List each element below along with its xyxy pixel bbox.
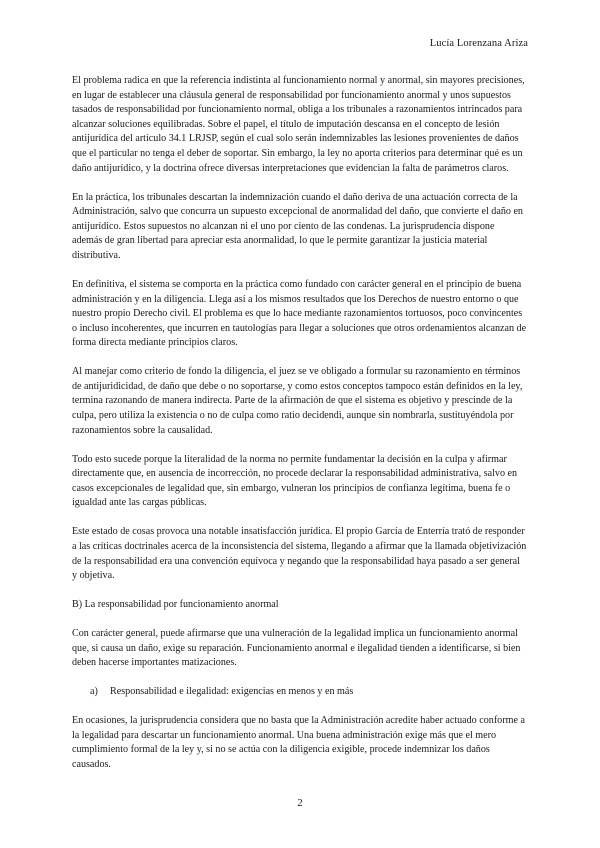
body-text <box>72 74 527 787</box>
paragraph: En ocasiones, la jurisprudencia considera que no basta que la Administración acredite haber actuado conforme a la legalidad para descartar un funcionamiento anormal. Una buena administración exige más que el mero cumplimiento formal de la ley y, si no se actúa con la diligencia exigible, procede indemnizar los daños causados. <box>72 715 525 771</box>
paragraph: En definitiva, el sistema se comporta en la práctica como fundado con carácter general en el principio de buena administración y en la diligencia. Llega así a los mismos resultados que los Derechos de nuestro entorno o que nuestro propio Derecho civil. El problema es que lo hace mediante razonamientos tortuosos, poco convincentes o incluso incoherentes, que incurren en tautologías para llegar a soluciones que otros ordenamientos alcanzan de forma directa mediante principios claros. <box>72 278 527 349</box>
paragraph: Todo esto sucede porque la literalidad de la norma no permite fundamentar la decisión en la culpa y afirmar directamente que, en ausencia de incorrección, no procede declarar la responsabilidad administrativa, salvo en casos excepcionales de legalidad que, sin embargo, vulneran los principios de confianza legítima, buena fe o igualdad ante las cargas públicas. <box>72 453 518 509</box>
subheading-text: Responsabilidad e ilegalidad: exigencias en menos y en más <box>110 686 354 698</box>
paragraph: Este estado de cosas provoca una notable insatisfacción jurídica. El propio García de Enterría trató de responder a las críticas doctrinales acerca de la inconsistencia del sistema, llegando a afirmar que la llamada objetivización de la responsabilidad era una convención equívoca y negando que la responsabilidad haya pasado a ser general y objetiva. <box>72 526 527 582</box>
subheading <box>90 685 527 700</box>
header-author: Lucía Lorenzana Ariza <box>429 38 528 49</box>
paragraph: El problema radica en que la referencia indistinta al funcionamiento normal y anormal, sin mayores precisiones, en lugar de establecer una cláusula general de responsabilidad por funcionamiento anormal y unos supuestos tasados de responsabilidad por funcionamiento normal, obliga a los tribunales a razonamientos intrincados para alcanzar soluciones equilibradas. Sobre el papel, el título de imputación descansa en el concepto de lesión antijurídica del artículo 34.1 LRJSP, según el cual solo serán indemnizables las lesiones provenientes de daños que el particular no tenga el deber de soportar. Sin embargo, la ley no aporta criterios para determinar qué es un daño antijurídico, y la doctrina ofrece diversas interpretaciones que evidencian la falta de parámetros claros. <box>72 75 525 174</box>
paragraph: Al manejar como criterio de fondo la diligencia, el juez se ve obligado a formular su razonamiento en términos de antijuridicidad, de daño que debe o no soportarse, y como estos conceptos tampoco están definidos en la ley, termina razonando de manera indirecta. Parte de la afirmación de que el sistema es objetivo y prescinde de la culpa, pero utiliza la existencia o no de culpa como ratio decidendi, aunque sin nombrarla, sustituyéndola por razonamientos sobre la causalidad. <box>72 366 523 436</box>
section-heading: B) La responsabilidad por funcionamiento anormal <box>72 599 279 611</box>
paragraph: En la práctica, los tribunales descartan la indemnización cuando el daño deriva de una actuación correcta de la Administración, salvo que concurra un supuesto excepcional de anormalidad del daño, que convierte el daño en antijurídico. Estos supuestos no alcanzan ni el uno por ciento de las condenas. La jurisprudencia dispone además de gran libertad para apreciar esta anormalidad, lo que le permite garantizar la justicia material distributiva. <box>72 191 523 261</box>
paragraph: Con carácter general, puede afirmarse que una vulneración de la legalidad implica un funcionamiento anormal que, si causa un daño, exige su reparación. Funcionamiento anormal e ilegalidad tienden a identificarse, si bien deben hacerse importantes matizaciones. <box>72 628 521 669</box>
subheading-marker: a) <box>90 686 98 698</box>
page-number: 2 <box>297 798 303 809</box>
